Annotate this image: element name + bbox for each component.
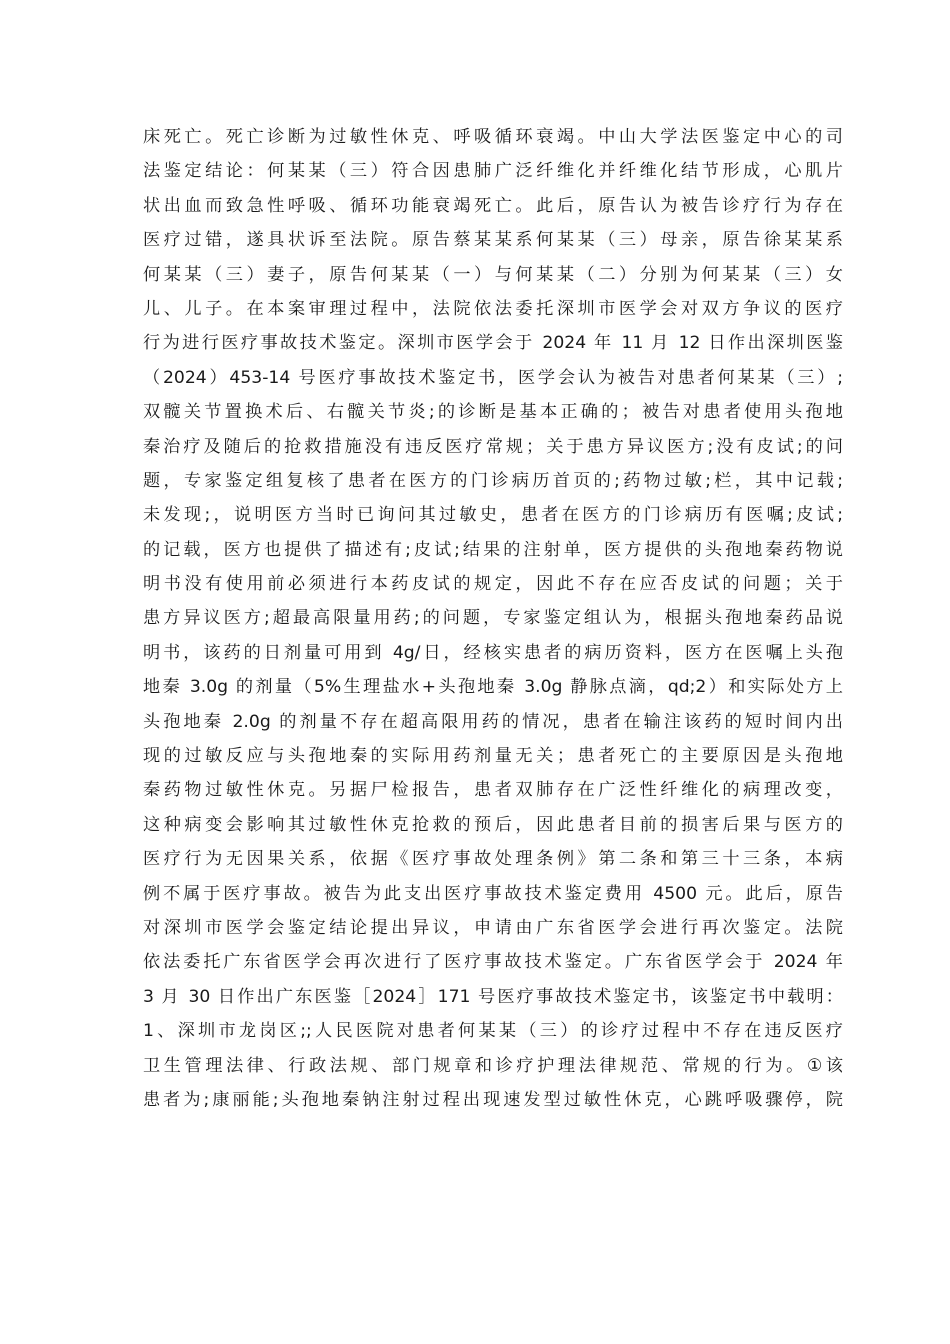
text-line: （2024）453-14 号医疗事故技术鉴定书，医学会认为被告对患者何某某（三）; xyxy=(143,367,843,388)
text-line: 何某某（三）妻子，原告何某某（一）与何某某（二）分别为何某某（三）女 xyxy=(143,264,843,285)
text-line: 题，专家鉴定组复核了患者在医方的门诊病历首页的;药物过敏;栏，其中记载; xyxy=(143,470,843,491)
text-line: 3 月 30 日作出广东医鉴［2024］171 号医疗事故技术鉴定书，该鉴定书中载明： xyxy=(143,986,843,1007)
text-line: 的记载，医方也提供了描述有;皮试;结果的注射单，医方提供的头孢地秦药物说 xyxy=(143,539,843,560)
text-line: 1、深圳市龙岗区;;人民医院对患者何某某（三）的诊疗过程中不存在违反医疗 xyxy=(143,1021,843,1042)
text-line: 医疗行为无因果关系，依据《医疗事故处理条例》第二条和第三十三条，本病 xyxy=(143,849,843,870)
text-line: 患者为;康丽能;头孢地秦钠注射过程出现速发型过敏性休克，心跳呼吸骤停，院 xyxy=(143,1089,843,1110)
text-line: 依法委托广东省医学会再次进行了医疗事故技术鉴定。广东省医学会于 2024 年 xyxy=(143,952,843,973)
text-line: 明书，该药的日剂量可用到 4g/日，经核实患者的病历资料，医方在医嘱上头孢 xyxy=(143,642,843,663)
text-line: 秦药物过敏性休克。另据尸检报告，患者双肺存在广泛性纤维化的病理改变， xyxy=(143,780,843,801)
text-line: 对深圳市医学会鉴定结论提出异议，申请由广东省医学会进行再次鉴定。法院 xyxy=(143,917,843,938)
text-line: 卫生管理法律、行政法规、部门规章和诊疗护理法律规范、常规的行为。①该 xyxy=(143,1055,843,1076)
text-line: 双髋关节置换术后、右髋关节炎;的诊断是基本正确的；被告对患者使用头孢地 xyxy=(143,402,843,423)
text-line: 头孢地秦 2.0g 的剂量不存在超高限用药的情况，患者在输注该药的短时间内出 xyxy=(143,711,843,732)
text-line: 地秦 3.0g 的剂量（5%生理盐水+头孢地秦 3.0g 静脉点滴，qd;2）和实际处方上 xyxy=(143,677,843,698)
text-line: 行为进行医疗事故技术鉴定。深圳市医学会于 2024 年 11 月 12 日作出深圳医鉴 xyxy=(143,333,843,354)
text-line: 未发现;，说明医方当时已询问其过敏史，患者在医方的门诊病历有医嘱;皮试; xyxy=(143,505,843,526)
text-line: 现的过敏反应与头孢地秦的实际用药剂量无关；患者死亡的主要原因是头孢地 xyxy=(143,746,843,767)
text-line: 儿、儿子。在本案审理过程中，法院依法委托深圳市医学会对双方争议的医疗 xyxy=(143,298,843,319)
text-line: 状出血而致急性呼吸、循环功能衰竭死亡。此后，原告认为被告诊疗行为存在 xyxy=(143,195,843,216)
text-line: 例不属于医疗事故。被告为此支出医疗事故技术鉴定费用 4500 元。此后，原告 xyxy=(143,883,843,904)
text-line: 患方异议医方;超最高限量用药;的问题，专家鉴定组认为，根据头孢地秦药品说 xyxy=(143,608,843,629)
text-line: 这种病变会影响其过敏性休克抢救的预后，因此患者目前的损害后果与医方的 xyxy=(143,814,843,835)
text-line: 法鉴定结论：何某某（三）符合因患肺广泛纤维化并纤维化结节形成，心肌片 xyxy=(143,161,843,182)
text-line: 医疗过错，遂具状诉至法院。原告蔡某某系何某某（三）母亲，原告徐某某系 xyxy=(143,230,843,251)
body-text xyxy=(143,120,843,1117)
text-line: 明书没有使用前必须进行本药皮试的规定，因此不存在应否皮试的问题；关于 xyxy=(143,574,843,595)
text-line: 床死亡。死亡诊断为过敏性休克、呼吸循环衰竭。中山大学法医鉴定中心的司 xyxy=(143,127,843,147)
text-line: 秦治疗及随后的抢救措施没有违反医疗常规；关于患方异议医方;没有皮试;的问 xyxy=(143,436,843,457)
